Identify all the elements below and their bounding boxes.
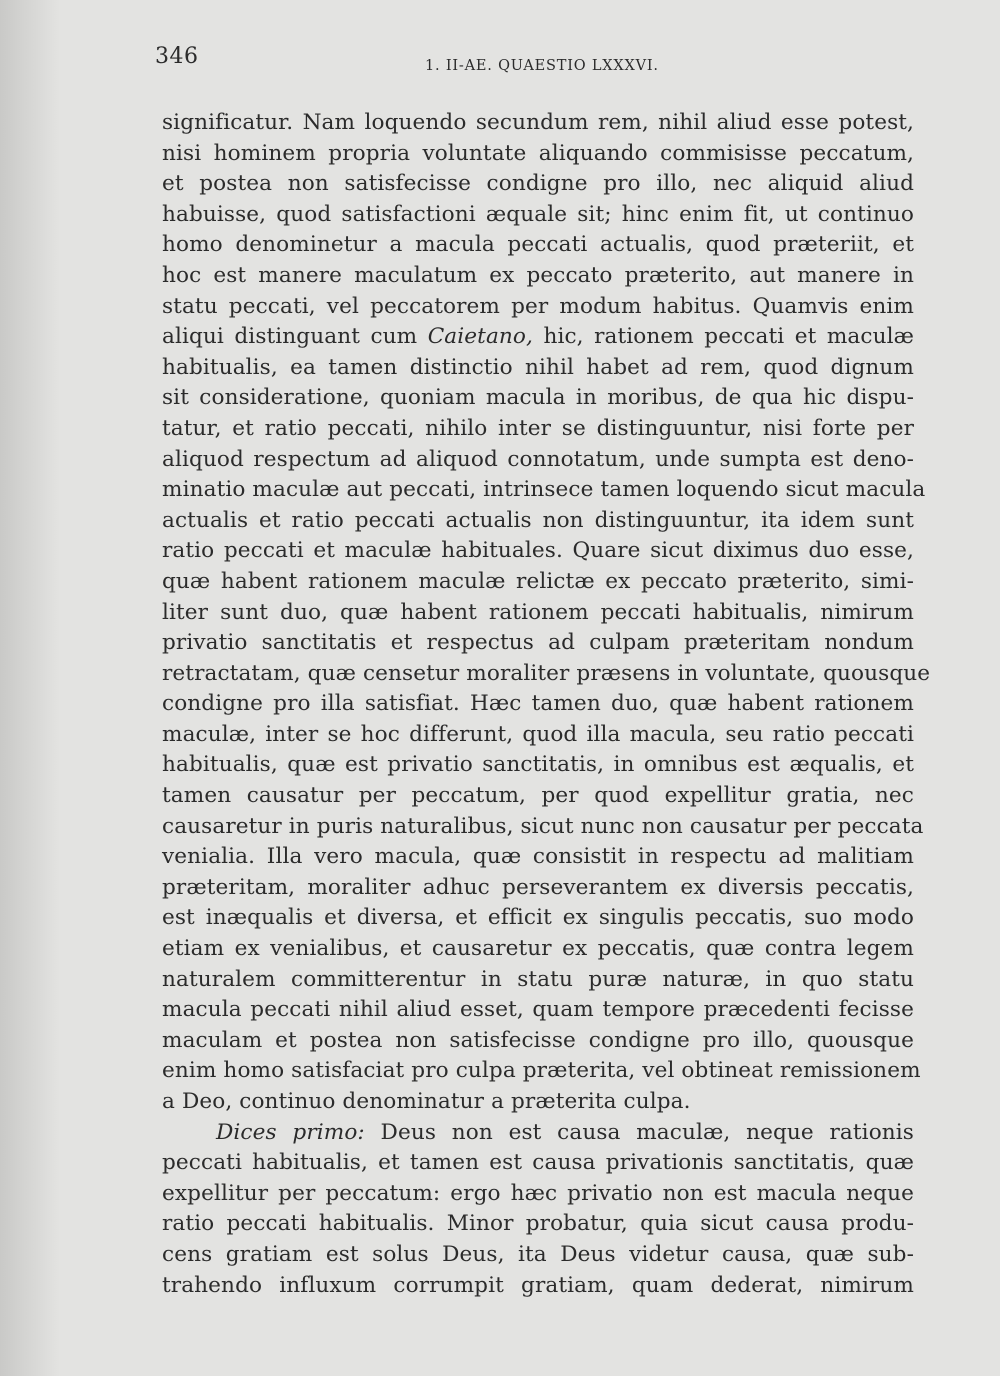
- text-line: ratio peccati habitualis. Minor probatur, quia sicut causa produ-: [162, 1211, 914, 1237]
- text-run: Deus non est causa maculæ, neque rationis: [364, 1119, 914, 1145]
- text-line: venialia. Illa vero macula, quæ consistit in respectu ad malitiam: [162, 844, 914, 870]
- text-line: præteritam, moraliter adhuc perseverantem ex diversis peccatis,: [162, 874, 914, 900]
- text-line: liter sunt duo, quæ habent rationem peccati habitualis, nimirum: [162, 599, 914, 625]
- text-line: est inæqualis et diversa, et efficit ex singulis peccatis, suo modo: [162, 905, 914, 931]
- text-line: nisi hominem propria voluntate aliquando commisisse peccatum,: [162, 140, 914, 166]
- text-run: aliqui distinguant cum: [162, 324, 428, 350]
- text-line: expellitur per peccatum: ergo hæc privatio non est macula neque: [162, 1180, 914, 1206]
- text-line: tamen causatur per peccatum, per quod expellitur gratia, nec: [162, 783, 914, 809]
- text-line: statu peccati, vel peccatorem per modum habitus. Quamvis enim: [162, 293, 914, 319]
- running-head: 1. II-AE. QUAESTIO LXXXVI.: [425, 58, 659, 74]
- text-line: causaretur in puris naturalibus, sicut nunc non causatur per peccata: [162, 813, 924, 839]
- text-line: ratio peccati et maculæ habituales. Quare sicut diximus duo esse,: [162, 538, 914, 564]
- text-line: a Deo, continuo denominatur a præterita culpa.: [162, 1089, 691, 1114]
- text-line: trahendo influxum corrumpit gratiam, quam dederat, nimirum: [162, 1272, 914, 1298]
- page-edge-shadow: [0, 0, 60, 1376]
- text-line: habitualis, quæ est privatio sanctitatis, in omnibus est æqualis, et: [162, 752, 914, 778]
- text-line: macula peccati nihil aliud esset, quam tempore præcedenti fecisse: [162, 997, 914, 1023]
- text-line: significatur. Nam loquendo secundum rem, nihil aliud esse potest,: [162, 110, 914, 135]
- text-line: maculæ, inter se hoc differunt, quod illa macula, seu ratio peccati: [162, 721, 914, 747]
- page-header: [155, 44, 915, 84]
- text-line: maculam et postea non satisfecisse condigne pro illo, quousque: [162, 1027, 914, 1053]
- text-line: quæ habent rationem maculæ relictæ ex peccato præterito, simi-: [162, 568, 914, 594]
- page-number: 346: [155, 44, 199, 69]
- text-line: homo denominetur a macula peccati actualis, quod præteriit, et: [162, 232, 914, 258]
- text-line: sit consideratione, quoniam macula in moribus, de qua hic dispu-: [162, 385, 914, 411]
- text-line: et postea non satisfecisse condigne pro illo, nec aliquid aliud: [162, 171, 914, 197]
- text-line: actualis et ratio peccati actualis non distinguuntur, ita idem sunt: [162, 507, 914, 533]
- text-line: condigne pro illa satisfiat. Hæc tamen duo, quæ habent rationem: [162, 691, 914, 717]
- text-line: habitualis, ea tamen distinctio nihil habet ad rem, quod dignum: [162, 354, 914, 380]
- text-line: [162, 1118, 914, 1149]
- cited-author: Caietano,: [427, 324, 533, 350]
- text-line: privatio sanctitatis et respectus ad culpam præteritam nondum: [162, 630, 914, 656]
- body-text: [162, 108, 931, 1301]
- text-line: aliquod respectum ad aliquod connotatum, unde sumpta est deno-: [162, 446, 914, 472]
- text-line: enim homo satisfaciat pro culpa præterita, vel obtineat remissionem: [162, 1058, 921, 1084]
- text-line: cens gratiam est solus Deus, ita Deus videtur causa, quæ sub-: [162, 1241, 914, 1267]
- text-line: etiam ex venialibus, et causaretur ex peccatis, quæ contra legem: [162, 936, 914, 962]
- text-line: hoc est manere maculatum ex peccato præterito, aut manere in: [162, 262, 914, 288]
- text-line: retractatam, quæ censetur moraliter præsens in voluntate, quousque: [162, 660, 931, 686]
- text-line: habuisse, quod satisfactioni æquale sit; hinc enim fit, ut continuo: [162, 201, 914, 227]
- text-run: hic, rationem peccati et maculæ: [533, 324, 914, 350]
- text-line: minatio maculæ aut peccati, intrinsece tamen loquendo sicut macula: [162, 477, 926, 503]
- text-line: naturalem committerentur in statu puræ naturæ, in quo statu: [162, 966, 914, 992]
- text-line: [162, 322, 914, 353]
- text-line: peccati habitualis, et tamen est causa privationis sanctitatis, quæ: [162, 1150, 914, 1176]
- text-line: tatur, et ratio peccati, nihilo inter se distinguuntur, nisi forte per: [162, 415, 914, 441]
- objection-heading: Dices primo:: [216, 1119, 365, 1145]
